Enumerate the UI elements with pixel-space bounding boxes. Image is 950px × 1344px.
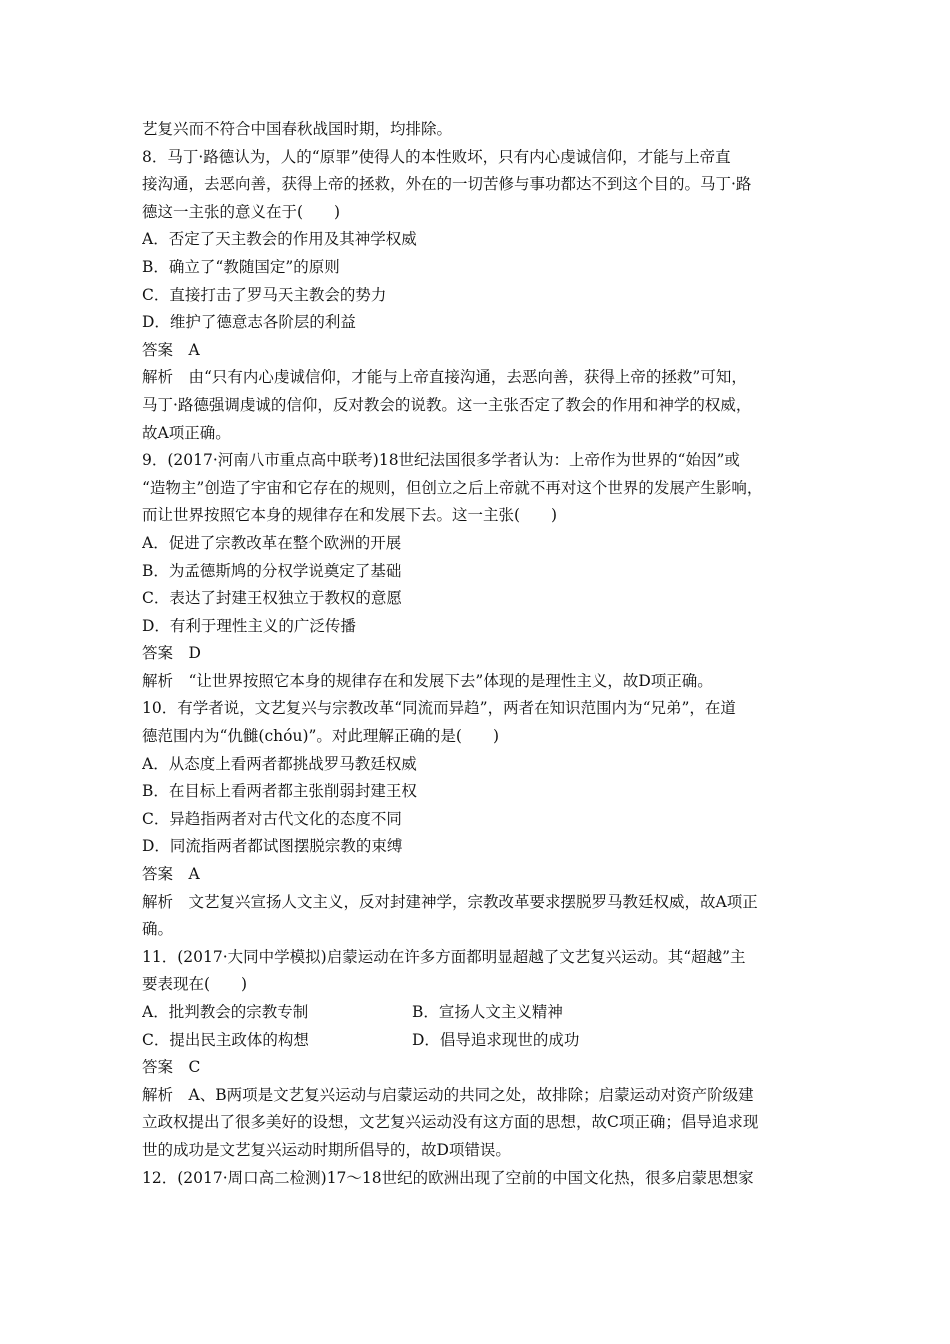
option-b: B．为孟德斯鸠的分权学说奠定了基础: [142, 561, 402, 580]
option-b: B．在目标上看两者都主张削弱封建王权: [142, 782, 417, 801]
text-line: “造物主”创造了宇宙和它存在的规则，但创立之后上帝就不再对这个世界的发展产生影响，: [142, 478, 763, 497]
answer-line: 答案 A: [142, 340, 200, 359]
analysis-line: 解析 由“只有内心虔诚信仰，才能与上帝直接沟通，去恶向善，获得上帝的拯救”可知，: [142, 368, 747, 387]
options-row: [142, 999, 810, 1027]
analysis-line: 解析 “让世界按照它本身的规律存在和发展下去”体现的是理性主义，故D项正确。: [142, 671, 713, 690]
answer-line: 答案 D: [142, 644, 201, 663]
option-a: A．从态度上看两者都挑战罗马教廷权威: [142, 754, 417, 773]
analysis-line: 解析 文艺复兴宣扬人文主义，反对封建神学，宗教改革要求摆脱罗马教廷权威，故A项正: [142, 892, 758, 911]
analysis-line: 解析 A、B两项是文艺复兴运动与启蒙运动的共同之处，故排除；启蒙运动对资产阶级建: [142, 1085, 754, 1104]
question-11-stem: 11．(2017·大同中学模拟)启蒙运动在许多方面都明显超越了文艺复兴运动。其“超越”主: [142, 947, 746, 966]
text-line: 艺复兴而不符合中国春秋战国时期，均排除。: [142, 120, 453, 138]
question-8-stem: 8．马丁·路德认为，人的“原罪”使得人的本性败坏，只有内心虔诚信仰，才能与上帝直: [142, 147, 731, 166]
answer-line: 答案 C: [142, 1058, 201, 1077]
text-line: 而让世界按照它本身的规律存在和发展下去。这一主张( ): [142, 506, 558, 525]
option-a: A．批判教会的宗教专制: [142, 1003, 309, 1021]
options-row: [142, 1027, 810, 1055]
text-line: 要表现在( ): [142, 975, 248, 994]
option-d: D．有利于理性主义的广泛传播: [142, 616, 356, 635]
option-d: D．同流指两者都试图摆脱宗教的束缚: [142, 837, 403, 856]
question-9-stem: 9．(2017·河南八市重点高中联考)18世纪法国很多学者认为：上帝作为世界的“始因”或: [142, 451, 740, 470]
option-b: B．宣扬人文主义精神: [412, 1003, 563, 1021]
question-12-stem: 12．(2017·周口高二检测)17～18世纪的欧洲出现了空前的中国文化热，很多启蒙思想家: [142, 1168, 754, 1187]
document-body: [142, 116, 810, 1192]
text-line: 确。: [142, 920, 174, 939]
option-d: D．倡导追求现世的成功: [412, 1030, 580, 1049]
text-line: 马丁·路德强调虔诚的信仰，反对教会的说教。这一主张否定了教会的作用和神学的权威，: [142, 395, 752, 414]
text-line: 立政权提出了很多美好的设想，文艺复兴运动没有这方面的思想，故C项正确；倡导追求现: [142, 1113, 759, 1132]
option-c: C．直接打击了罗马天主教会的势力: [142, 285, 387, 304]
text-line: 接沟通，去恶向善，获得上帝的拯救，外在的一切苦修与事功都达不到这个目的。马丁·路: [142, 175, 752, 194]
option-a: A．促进了宗教改革在整个欧洲的开展: [142, 533, 402, 552]
text-line: 德这一主张的意义在于( ): [142, 202, 341, 221]
question-10-stem: 10．有学者说，文艺复兴与宗教改革“同流而异趋”，两者在知识范围内为“兄弟”，在道: [142, 699, 736, 718]
text-line: 世的成功是文艺复兴运动时期所倡导的，故D项错误。: [142, 1140, 511, 1159]
option-b: B．确立了“教随国定”的原则: [142, 257, 340, 276]
text-line: 故A项正确。: [142, 423, 231, 442]
option-c: C．异趋指两者对古代文化的态度不同: [142, 809, 402, 828]
answer-line: 答案 A: [142, 865, 200, 884]
option-a: A．否定了天主教会的作用及其神学权威: [142, 230, 417, 249]
text-line: 德范围内为“仇雠(chóu)”。对此理解正确的是( ): [142, 727, 500, 746]
option-c: C．表达了封建王权独立于教权的意愿: [142, 589, 402, 608]
option-d: D．维护了德意志各阶层的利益: [142, 313, 356, 332]
option-c: C．提出民主政体的构想: [142, 1030, 309, 1049]
